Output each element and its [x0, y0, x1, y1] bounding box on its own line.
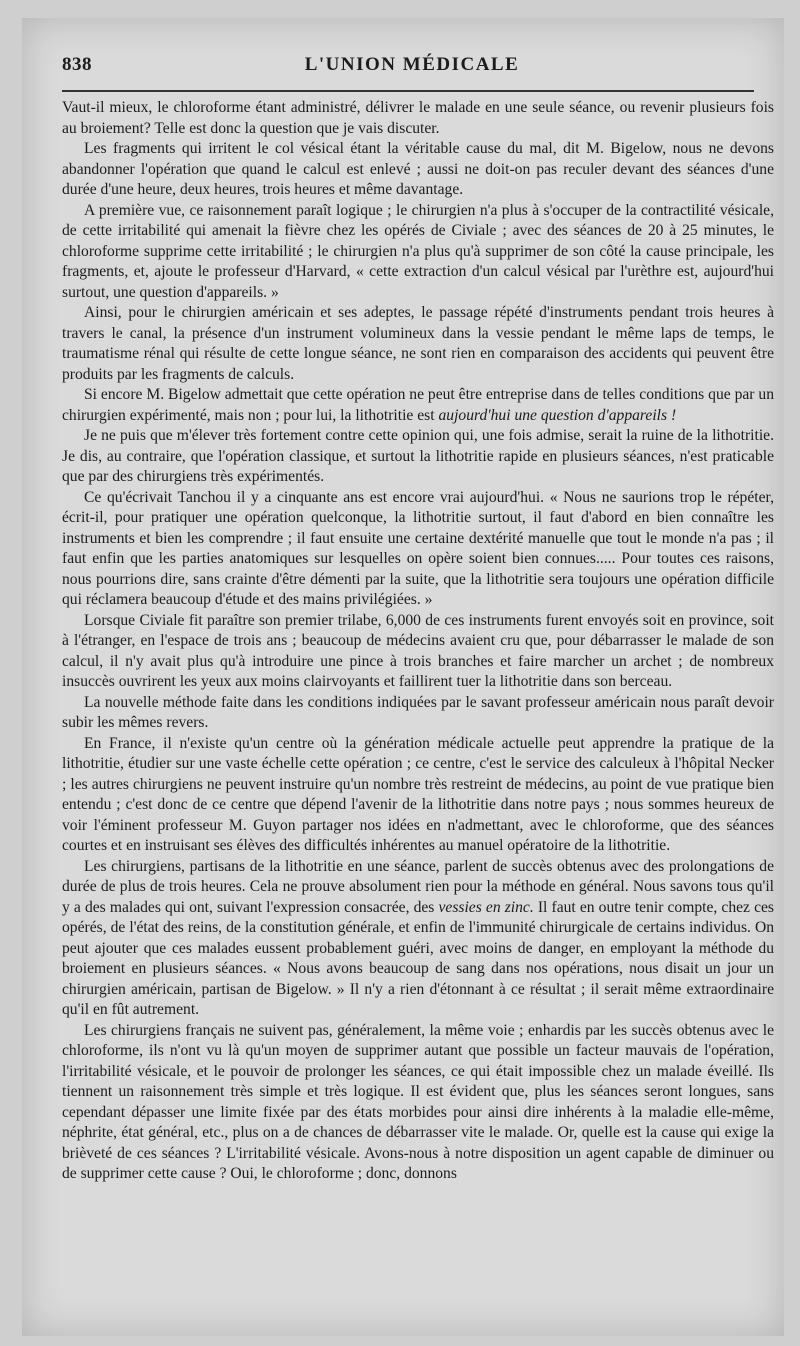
paragraph: Lorsque Civiale fit paraître son premier trilabe, 6,000 de ces instruments furent envoyés soit en province, soit à l'étranger, en l'espace de trois ans ; beaucoup de médecins avaient cru que, pour débarrasser le malade de son calcul, il n'y avait plus qu'à introduire une pince à trois branches et faire marcher un archet ; de nombreux insuccès ouvrirent les yeux aux moins clairvoyants et faillirent tuer la lithotritie dans son berceau. — [62, 611, 774, 690]
paragraph: Ainsi, pour le chirurgien américain et ses adeptes, le passage répété d'instruments pendant trois heures à travers le canal, la présence d'un instrument volumineux dans la vessie pendant le même laps de temps, le traumatisme rénal qui résulte de cette longue séance, ne sont rien en comparaison des accidents qui peuvent être produits par les fragments de calculs. — [62, 304, 774, 383]
paragraph: Les fragments qui irritent le col vésical étant la véritable cause du mal, dit M. Bigelow, nous ne devons abandonner l'opération que quand le calcul est enlevé ; aussi ne doit-on pas reculer devant des séances d'une durée d'une heure, deux heures, trois heures et même davantage. — [62, 140, 774, 198]
paragraph: Vaut-il mieux, le chloroforme étant administré, délivrer le malade en une seule séance, ou revenir plusieurs fois au broiement? Telle est donc la question que je vais discuter. — [62, 99, 774, 137]
running-title: L'UNION MÉDICALE — [304, 54, 520, 75]
italic-phrase: aujourd'hui une question d'appareils ! — [438, 406, 677, 424]
paragraph: Ce qu'écrivait Tanchou il y a cinquante ans est encore vrai aujourd'hui. « Nous ne saurions trop le répéter, écrit-il, pour pratiquer une opération quelconque, la lithotritie surtout, il faut d'abord en bien connaître les instruments et bien les comprendre ; il faut ensuite une certaine dextérité manuelle que tout le monde n'a pas ; il faut enfin que les parties anatomiques sur lesquelles on opère soient bien connues..... Pour toutes ces raisons, nous pourrions dire, sans crainte d'être démenti par la suite, que la lithotritie sera toujours une opération difficile qui réclamera beaucoup d'étude et des mains privilégiées. » — [62, 488, 774, 608]
paragraph: Je ne puis que m'élever très fortement contre cette opinion qui, une fois admise, serait la ruine de la lithotritie. Je dis, au contraire, que l'opération classique, et surtout la lithotritie rapide en plusieurs séances, n'est praticable que par des chirurgiens très expérimentés. — [62, 427, 774, 485]
paragraph: La nouvelle méthode faite dans les conditions indiquées par le savant professeur américain nous paraît devoir subir les mêmes revers. — [62, 693, 774, 731]
page-body — [62, 98, 774, 1185]
paragraph: A première vue, ce raisonnement paraît logique ; le chirurgien n'a plus à s'occuper de la contractilité vésicale, de cette irritabilité qui amenait la fièvre chez les opérés de Civiale ; avec des séances de 20 à 25 minutes, le chloroforme supprime cette irritabilité ; le chirurgien n'a plus qu'à supprimer de son côté la cause principale, les fragments, et, ajoute le professeur d'Harvard, « cette extraction d'un calcul vésical par l'urèthre est, aujourd'hui surtout, une question d'appareils. » — [62, 201, 774, 301]
paragraph: Les chirurgiens, partisans de la lithotritie en une séance, parlent de succès obtenus avec des prolongations de durée de plus de trois heures. Cela ne prouve absolument rien pour la méthode en général. Nous savons tous qu'il y a des malades qui ont, suivant l'expression consacrée, des vessies en zinc. Il faut en outre tenir compte, chez ces opérés, de l'état des reins, de la constitution générale, et enfin de l'immunité chirurgicale de certains individus. On peut ajouter que ces malades eussent probablement guéri, avec moins de danger, en employant la méthode du broiement en plusieurs séances. « Nous avons beaucoup de sang dans nos opérations, nous disait un jour un chirurgien américain, partisan de Bigelow. » Il n'y a rien d'étonnant à ce résultat ; il serait même extraordinaire qu'il en fût autrement. — [62, 857, 775, 1018]
paragraph: Si encore M. Bigelow admettait que cette opération ne peut être entreprise dans de telles conditions que par un chirurgien expérimenté, mais non ; pour lui, la lithotritie est aujourd'hui une question d'appareils ! — [62, 386, 774, 424]
paragraph: En France, il n'existe qu'un centre où la génération médicale actuelle peut apprendre la pratique de la lithotritie, étudier sur une vaste échelle cette opération ; ce centre, c'est le service des calculeux à l'hôpital Necker ; les autres chirurgiens ne peuvent instruire qu'un nombre très restreint de médecins, au point de vue pratique bien entendu ; c'est donc de ce centre que dépend l'avenir de la lithotritie dans notre pays ; nous sommes heureux de voir l'éminent professeur M. Guyon partager nos idées en n'admettant, avec le chloroforme, que des séances courtes et en instruisant ses élèves des difficultés inhérentes au manuel opératoire de la lithotritie. — [62, 734, 774, 854]
page-number: 838 — [62, 54, 92, 75]
paragraph: Les chirurgiens français ne suivent pas, généralement, la même voie ; enhardis par les succès obtenus avec le chloroforme, ils n'ont vu là qu'un moyen de supprimer autant que possible un facteur mauvais de l'opération, l'irritabilité vésicale, et le pouvoir de prolonger les séances, ce qui était impossible chez un malade éveillé. Ils tiennent un raisonnement très simple et très logique. Il est évident que, plus les séances seront longues, sans cependant dépasser une limite fixée par des états morbides pour ainsi dire inhérents à la maladie elle-même, néphrite, état général, etc., plus on a de chances de débarrasser vite le malade. Or, quelle est la cause qui exige la brièveté de ces séances ? L'irritabilité vésicale. Avons-nous à notre disposition un agent capable de diminuer ou de supprimer cette cause ? Oui, le chloroforme ; donc, donnons — [62, 1021, 774, 1182]
header-rule — [62, 90, 754, 92]
page-header — [62, 54, 762, 84]
book-page — [22, 18, 784, 1336]
italic-phrase: vessies en zinc. — [438, 898, 534, 916]
